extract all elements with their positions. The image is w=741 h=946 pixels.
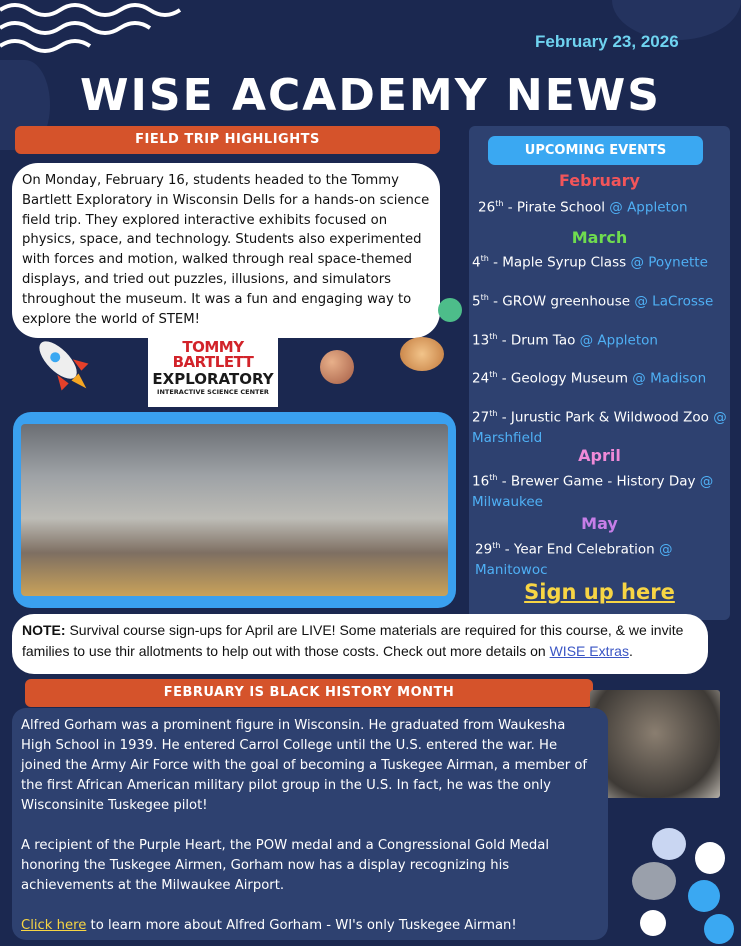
rocket-icon xyxy=(28,328,98,403)
click-here-link[interactable]: Click here xyxy=(21,918,87,933)
month-march: March xyxy=(571,228,628,247)
decorative-dot xyxy=(640,910,666,936)
link-text: to learn more about Alfred Gorham - WI's only Tuskegee Airman! xyxy=(86,918,517,933)
month-april: April xyxy=(578,446,621,465)
decorative-dot xyxy=(652,828,686,860)
wise-extras-link[interactable]: WISE Extras xyxy=(549,643,629,659)
black-history-text xyxy=(12,708,608,940)
sign-up-link[interactable]: Sign up here xyxy=(524,580,675,604)
event-item: 13th - Drum Tao @ Appleton xyxy=(472,332,658,349)
wave-decoration-icon xyxy=(0,0,190,60)
field-trip-photo xyxy=(13,412,456,608)
field-trip-heading: FIELD TRIP HIGHLIGHTS xyxy=(15,126,440,154)
paragraph: A recipient of the Purple Heart, the POW medal and a Congressional Gold Medal honoring the Tuskegee Airmen, Gorham now has a display recognizing his achievements at the Milwaukee Airport. xyxy=(21,838,549,893)
newsletter-title: WISE ACADEMY NEWS xyxy=(79,70,661,121)
paragraph: Alfred Gorham was a prominent figure in Wisconsin. He graduated from Waukesha High School in 1939. He entered Carrol College until the U.S. entered the war. He joined the Army Air Force with the goal of becoming a Tuskegee Airman, a member of the first African American military pilot group in the U.S. In fact, he was the only Wisconsinite Tuskegee pilot! xyxy=(21,718,588,813)
event-item: 24th - Geology Museum @ Madison xyxy=(472,370,707,387)
newsletter-date: February 23, 2026 xyxy=(535,32,679,51)
logo-line2: EXPLORATORY xyxy=(152,370,274,388)
event-item: 16th - Brewer Game - History Day @ Milwaukee xyxy=(472,473,714,510)
field-trip-text: On Monday, February 16, students headed to the Tommy Bartlett Exploratory in Wisconsin Dells for a hands-on science field trip. They explored interactive exhibits focused on physics, space, and technology. Students also experimented with forces and motion, walked through real space-themed displays, and tried out puzzles, illusions, and simulators throughout the museum. It was a fun and engaging way to explore the world of STEM! xyxy=(12,163,440,338)
note-end: . xyxy=(628,643,633,659)
black-history-heading: FEBRUARY IS BLACK HISTORY MONTH xyxy=(25,679,593,707)
event-item: 5th - GROW greenhouse @ LaCrosse xyxy=(472,293,714,310)
event-item: 26th - Pirate School @ Appleton xyxy=(478,199,688,216)
decorative-dot xyxy=(688,880,720,912)
tommy-bartlett-logo xyxy=(148,337,278,407)
month-may: May xyxy=(581,514,618,533)
decorative-dot xyxy=(704,914,734,944)
event-item: 29th - Year End Celebration @ Manitowoc xyxy=(475,541,673,578)
alfred-gorham-photo xyxy=(590,690,720,798)
note-label: NOTE: xyxy=(22,622,66,638)
saturn-icon xyxy=(400,337,444,371)
planet-icon xyxy=(320,350,354,384)
events-heading: UPCOMING EVENTS xyxy=(488,136,703,165)
note-box xyxy=(12,614,708,674)
decorative-dot xyxy=(695,842,725,874)
month-february: February xyxy=(559,171,640,190)
planet-icon xyxy=(438,298,462,322)
decorative-dot xyxy=(632,862,676,900)
event-item: 27th - Jurustic Park & Wildwood Zoo @ Marshfield xyxy=(472,409,727,446)
logo-line1: TOMMY BARTLETT xyxy=(172,338,254,371)
event-item: 4th - Maple Syrup Class @ Poynette xyxy=(472,254,708,271)
note-text: Survival course sign-ups for April are LIVE! Some materials are required for this course, & we invite families to use thir allotments to help out with those costs. Check out more details on xyxy=(22,622,684,659)
logo-line3: INTERACTIVE SCIENCE CENTER xyxy=(157,388,269,396)
